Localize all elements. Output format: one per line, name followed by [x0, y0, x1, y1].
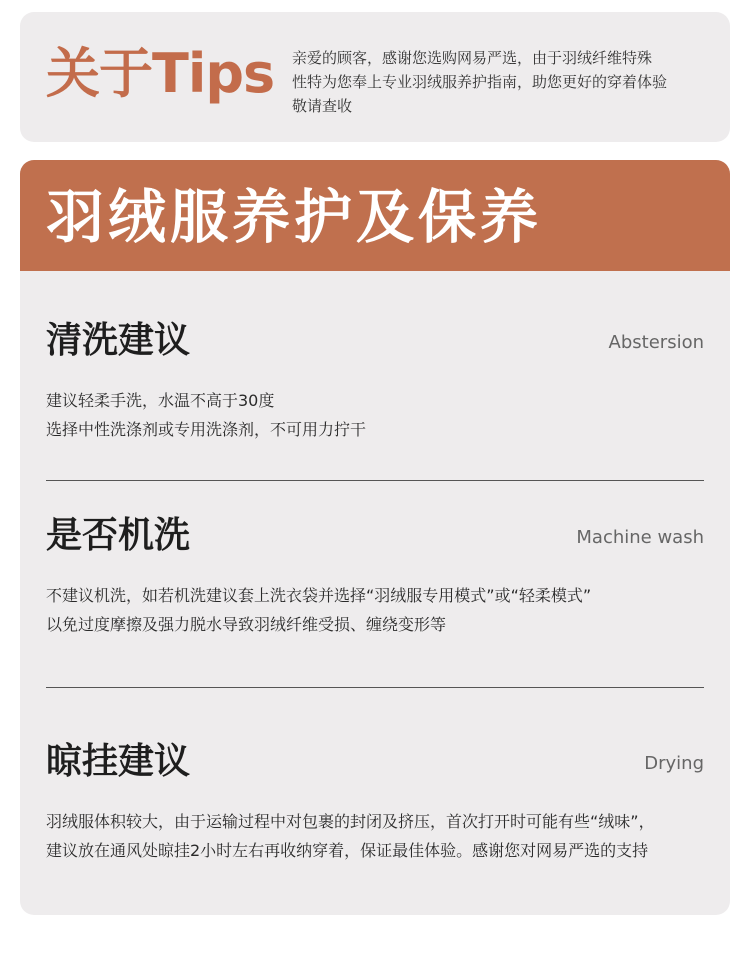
tips-intro-line: 敬请查收: [292, 97, 353, 115]
section-divider: [46, 687, 704, 688]
tips-card: [20, 12, 730, 142]
section-body: [46, 807, 655, 865]
care-guide-header: [20, 160, 730, 271]
section-heading: 是否机洗: [46, 515, 191, 556]
section-english-label: Abstersion: [608, 332, 704, 353]
section-body: [46, 386, 366, 444]
section-heading: 清洗建议: [46, 320, 191, 361]
section-body-line: 选择中性洗涤剂或专用洗涤剂，不可用力拧干: [46, 420, 367, 439]
section-body-line: 不建议机洗，如若机洗建议套上洗衣袋并选择“羽绒服专用模式”或“轻柔模式”: [46, 586, 592, 605]
section-body-line: 建议放在通风处晾挂2小时左右再收纳穿着，保证最佳体验。感谢您对网易严选的支持: [46, 841, 649, 860]
section-english-label: Machine wash: [576, 527, 704, 548]
care-guide-title: 羽绒服养护及保养: [46, 183, 543, 251]
section-body: [46, 581, 591, 639]
section-english-label: Drying: [644, 753, 704, 774]
section-body-line: 建议轻柔手洗，水温不高于30度: [46, 391, 275, 410]
section-divider: [46, 480, 704, 481]
tips-title: 关于Tips: [46, 42, 275, 105]
tips-intro-line: 性特为您奉上专业羽绒服养护指南，助您更好的穿着体验: [292, 73, 668, 91]
section-body-line: 羽绒服体积较大，由于运输过程中对包裹的封闭及挤压，首次打开时可能有些“绒味”，: [46, 812, 655, 831]
section-body-line: 以免过度摩擦及强力脱水导致羽绒纤维受损、缠绕变形等: [46, 615, 447, 634]
care-guide-card: [20, 160, 730, 915]
tips-intro-text: [292, 46, 712, 118]
section-heading: 晾挂建议: [46, 741, 191, 782]
tips-intro-line: 亲爱的顾客，感谢您选购网易严选，由于羽绒纤维特殊: [292, 49, 653, 67]
